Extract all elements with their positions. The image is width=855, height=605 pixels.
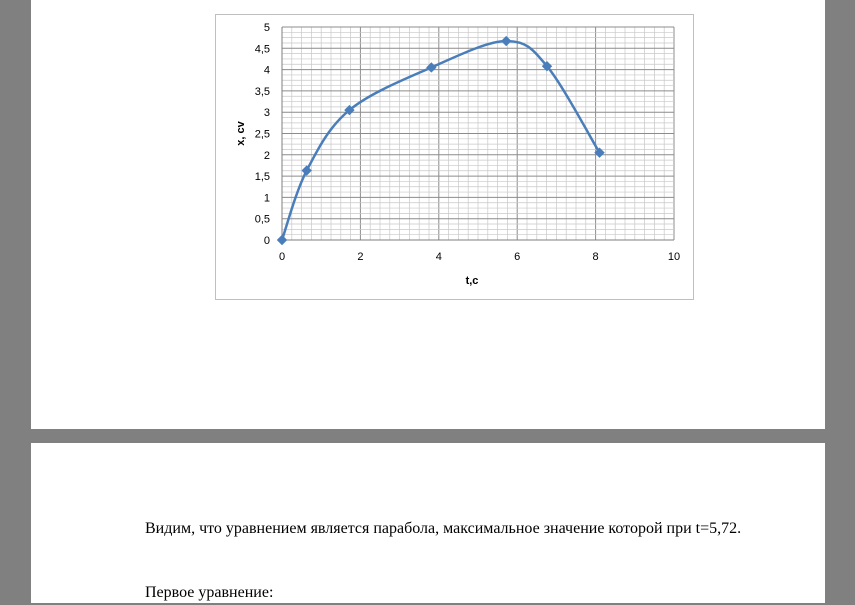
- y-tick-label: 4,5: [254, 43, 270, 56]
- y-tick-label: 3: [263, 107, 270, 120]
- y-tick-label: 1: [263, 192, 270, 205]
- x-axis-title: t,c: [465, 275, 479, 287]
- y-tick-label: 4: [263, 64, 270, 77]
- body-paragraph-first-equation: Первое уравнение:: [145, 584, 274, 601]
- line-chart: [216, 15, 693, 299]
- document-page-1: [31, 0, 825, 429]
- y-tick-label: 2,5: [254, 128, 270, 141]
- y-tick-label: 0,5: [254, 213, 270, 226]
- data-point-marker: [278, 236, 287, 245]
- y-axis-title: x, cv: [235, 121, 247, 146]
- body-paragraph-conclusion: Видим, что уравнением является парабола, максимальное значение которой при t=5,72.: [145, 520, 742, 537]
- x-tick-label: 4: [435, 251, 442, 263]
- x-tick-label: 2: [357, 251, 364, 263]
- chart-frame: [215, 14, 694, 300]
- x-tick-label: 10: [667, 251, 681, 263]
- y-tick-label: 5: [263, 22, 270, 34]
- y-tick-label: 2: [263, 149, 270, 162]
- x-tick-label: 6: [514, 251, 521, 263]
- y-tick-label: 0: [263, 235, 270, 247]
- y-tick-label: 1,5: [254, 171, 270, 184]
- document-page-2: [31, 443, 825, 603]
- x-tick-label: 8: [592, 251, 599, 263]
- data-point-marker: [302, 166, 311, 175]
- y-tick-label: 3,5: [254, 85, 270, 98]
- x-tick-label: 0: [278, 251, 286, 263]
- series-line: [282, 41, 600, 240]
